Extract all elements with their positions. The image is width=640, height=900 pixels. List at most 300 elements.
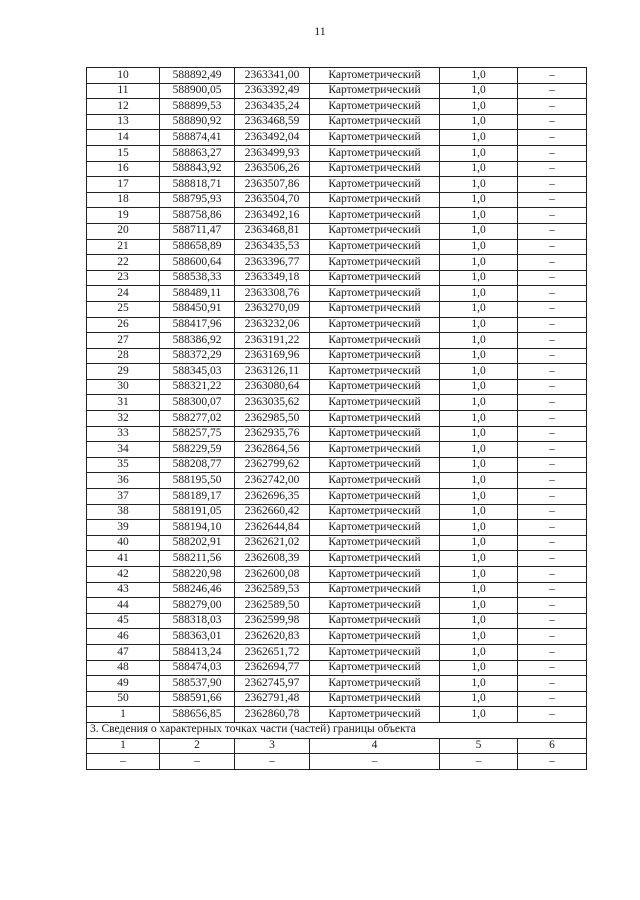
page-number: 11: [314, 24, 326, 38]
y-coordinate-cell: 2362621,02: [235, 535, 310, 551]
y-coordinate-cell: 2363349,18: [235, 270, 310, 286]
accuracy-cell: 1,0: [440, 286, 518, 302]
method-cell: Картометрический: [310, 223, 440, 239]
y-coordinate-cell: 2362935,76: [235, 426, 310, 442]
note-cell: –: [518, 223, 587, 239]
table-row: [87, 239, 587, 255]
note-cell: –: [518, 567, 587, 583]
accuracy-cell: 1,0: [440, 489, 518, 505]
x-coordinate-cell: 588417,96: [160, 317, 235, 333]
method-cell: Картометрический: [310, 192, 440, 208]
method-cell: Картометрический: [310, 145, 440, 161]
point-number-cell: 25: [87, 301, 160, 317]
point-number-cell: 26: [87, 317, 160, 333]
method-cell: Картометрический: [310, 379, 440, 395]
note-cell: –: [518, 457, 587, 473]
method-cell: Картометрический: [310, 270, 440, 286]
point-number-cell: 44: [87, 598, 160, 614]
x-coordinate-cell: 588892,49: [160, 68, 235, 84]
accuracy-cell: 1,0: [440, 504, 518, 520]
accuracy-cell: 1,0: [440, 270, 518, 286]
accuracy-cell: 1,0: [440, 161, 518, 177]
method-cell: Картометрический: [310, 457, 440, 473]
table-row: [87, 99, 587, 115]
table-row: [87, 177, 587, 193]
point-number-cell: 10: [87, 68, 160, 84]
point-number-cell: 16: [87, 161, 160, 177]
note-cell: –: [518, 270, 587, 286]
table-row: [87, 286, 587, 302]
method-cell: Картометрический: [310, 83, 440, 99]
note-cell: –: [518, 379, 587, 395]
y-coordinate-cell: 2363435,53: [235, 239, 310, 255]
section3-header-cell: 5: [440, 738, 518, 754]
method-cell: Картометрический: [310, 707, 440, 723]
point-number-cell: 36: [87, 473, 160, 489]
y-coordinate-cell: 2362985,50: [235, 411, 310, 427]
x-coordinate-cell: 588450,91: [160, 301, 235, 317]
y-coordinate-cell: 2362589,53: [235, 582, 310, 598]
method-cell: Картометрический: [310, 411, 440, 427]
method-cell: Картометрический: [310, 551, 440, 567]
point-number-cell: 17: [87, 177, 160, 193]
accuracy-cell: 1,0: [440, 395, 518, 411]
note-cell: –: [518, 473, 587, 489]
method-cell: Картометрический: [310, 301, 440, 317]
y-coordinate-cell: 2362660,42: [235, 504, 310, 520]
point-number-cell: 19: [87, 208, 160, 224]
x-coordinate-cell: 588863,27: [160, 145, 235, 161]
accuracy-cell: 1,0: [440, 317, 518, 333]
accuracy-cell: 1,0: [440, 520, 518, 536]
x-coordinate-cell: 588795,93: [160, 192, 235, 208]
x-coordinate-cell: 588277,02: [160, 411, 235, 427]
method-cell: Картометрический: [310, 317, 440, 333]
note-cell: –: [518, 598, 587, 614]
y-coordinate-cell: 2363504,70: [235, 192, 310, 208]
point-number-cell: 31: [87, 395, 160, 411]
accuracy-cell: 1,0: [440, 223, 518, 239]
y-coordinate-cell: 2362860,78: [235, 707, 310, 723]
accuracy-cell: 1,0: [440, 114, 518, 130]
note-cell: –: [518, 301, 587, 317]
x-coordinate-cell: 588818,71: [160, 177, 235, 193]
table-row: [87, 395, 587, 411]
method-cell: Картометрический: [310, 99, 440, 115]
note-cell: –: [518, 239, 587, 255]
table-row: [87, 83, 587, 99]
x-coordinate-cell: 588890,92: [160, 114, 235, 130]
x-coordinate-cell: 588246,46: [160, 582, 235, 598]
accuracy-cell: 1,0: [440, 644, 518, 660]
point-number-cell: 11: [87, 83, 160, 99]
x-coordinate-cell: 588211,56: [160, 551, 235, 567]
x-coordinate-cell: 588658,89: [160, 239, 235, 255]
method-cell: Картометрический: [310, 208, 440, 224]
accuracy-cell: 1,0: [440, 473, 518, 489]
y-coordinate-cell: 2362651,72: [235, 644, 310, 660]
x-coordinate-cell: 588474,03: [160, 660, 235, 676]
y-coordinate-cell: 2362694,77: [235, 660, 310, 676]
x-coordinate-cell: 588899,53: [160, 99, 235, 115]
accuracy-cell: 1,0: [440, 68, 518, 84]
x-coordinate-cell: 588363,01: [160, 629, 235, 645]
section3-title-row: [87, 722, 587, 738]
x-coordinate-cell: 588345,03: [160, 364, 235, 380]
table-row: [87, 691, 587, 707]
table-row: [87, 223, 587, 239]
accuracy-cell: 1,0: [440, 239, 518, 255]
note-cell: –: [518, 676, 587, 692]
note-cell: –: [518, 644, 587, 660]
accuracy-cell: 1,0: [440, 442, 518, 458]
y-coordinate-cell: 2363191,22: [235, 333, 310, 349]
y-coordinate-cell: 2363396,77: [235, 255, 310, 271]
table-row: [87, 270, 587, 286]
coordinates-table-body: [87, 68, 587, 723]
y-coordinate-cell: 2363468,59: [235, 114, 310, 130]
table-row: [87, 208, 587, 224]
accuracy-cell: 1,0: [440, 676, 518, 692]
section3-header-cell: 6: [518, 738, 587, 754]
note-cell: –: [518, 161, 587, 177]
y-coordinate-cell: 2363035,62: [235, 395, 310, 411]
table-row: [87, 161, 587, 177]
table-row: [87, 520, 587, 536]
table-row: [87, 613, 587, 629]
note-cell: –: [518, 535, 587, 551]
table-row: [87, 707, 587, 723]
y-coordinate-cell: 2362620,83: [235, 629, 310, 645]
table-row: [87, 582, 587, 598]
x-coordinate-cell: 588300,07: [160, 395, 235, 411]
accuracy-cell: 1,0: [440, 348, 518, 364]
note-cell: –: [518, 551, 587, 567]
x-coordinate-cell: 588758,86: [160, 208, 235, 224]
point-number-cell: 29: [87, 364, 160, 380]
table-row: [87, 551, 587, 567]
table-row: [87, 442, 587, 458]
method-cell: Картометрический: [310, 348, 440, 364]
accuracy-cell: 1,0: [440, 379, 518, 395]
x-coordinate-cell: 588711,47: [160, 223, 235, 239]
y-coordinate-cell: 2363126,11: [235, 364, 310, 380]
method-cell: Картометрический: [310, 598, 440, 614]
y-coordinate-cell: 2362791,48: [235, 691, 310, 707]
x-coordinate-cell: 588321,22: [160, 379, 235, 395]
section3-empty-cell: –: [310, 754, 440, 770]
method-cell: Картометрический: [310, 255, 440, 271]
note-cell: –: [518, 426, 587, 442]
section3-empty-cell: –: [87, 754, 160, 770]
note-cell: –: [518, 130, 587, 146]
y-coordinate-cell: 2363507,86: [235, 177, 310, 193]
point-number-cell: 20: [87, 223, 160, 239]
y-coordinate-cell: 2363468,81: [235, 223, 310, 239]
y-coordinate-cell: 2362599,98: [235, 613, 310, 629]
method-cell: Картометрический: [310, 177, 440, 193]
table-row: [87, 364, 587, 380]
note-cell: –: [518, 145, 587, 161]
x-coordinate-cell: 588279,00: [160, 598, 235, 614]
accuracy-cell: 1,0: [440, 301, 518, 317]
point-number-cell: 38: [87, 504, 160, 520]
y-coordinate-cell: 2362589,50: [235, 598, 310, 614]
x-coordinate-cell: 588195,50: [160, 473, 235, 489]
note-cell: –: [518, 317, 587, 333]
table-row: [87, 426, 587, 442]
point-number-cell: 30: [87, 379, 160, 395]
note-cell: –: [518, 348, 587, 364]
y-coordinate-cell: 2362745,97: [235, 676, 310, 692]
accuracy-cell: 1,0: [440, 567, 518, 583]
accuracy-cell: 1,0: [440, 177, 518, 193]
point-number-cell: 24: [87, 286, 160, 302]
point-number-cell: 12: [87, 99, 160, 115]
y-coordinate-cell: 2363435,24: [235, 99, 310, 115]
point-number-cell: 41: [87, 551, 160, 567]
accuracy-cell: 1,0: [440, 457, 518, 473]
note-cell: –: [518, 208, 587, 224]
point-number-cell: 43: [87, 582, 160, 598]
note-cell: –: [518, 660, 587, 676]
x-coordinate-cell: 588189,17: [160, 489, 235, 505]
section3-empty-row: [87, 754, 587, 770]
point-number-cell: 15: [87, 145, 160, 161]
point-number-cell: 28: [87, 348, 160, 364]
point-number-cell: 35: [87, 457, 160, 473]
point-number-cell: 1: [87, 707, 160, 723]
point-number-cell: 42: [87, 567, 160, 583]
section3-header-cell: 2: [160, 738, 235, 754]
method-cell: Картометрический: [310, 644, 440, 660]
x-coordinate-cell: 588202,91: [160, 535, 235, 551]
table-row: [87, 348, 587, 364]
y-coordinate-cell: 2362644,84: [235, 520, 310, 536]
note-cell: –: [518, 691, 587, 707]
table-row: [87, 660, 587, 676]
note-cell: –: [518, 192, 587, 208]
accuracy-cell: 1,0: [440, 255, 518, 271]
method-cell: Картометрический: [310, 333, 440, 349]
method-cell: Картометрический: [310, 395, 440, 411]
accuracy-cell: 1,0: [440, 411, 518, 427]
x-coordinate-cell: 588318,03: [160, 613, 235, 629]
x-coordinate-cell: 588257,75: [160, 426, 235, 442]
point-number-cell: 47: [87, 644, 160, 660]
note-cell: –: [518, 629, 587, 645]
point-number-cell: 13: [87, 114, 160, 130]
x-coordinate-cell: 588591,66: [160, 691, 235, 707]
note-cell: –: [518, 489, 587, 505]
point-number-cell: 21: [87, 239, 160, 255]
note-cell: –: [518, 613, 587, 629]
point-number-cell: 46: [87, 629, 160, 645]
method-cell: Картометрический: [310, 567, 440, 583]
accuracy-cell: 1,0: [440, 598, 518, 614]
note-cell: –: [518, 395, 587, 411]
table-row: [87, 504, 587, 520]
note-cell: –: [518, 333, 587, 349]
x-coordinate-cell: 588538,33: [160, 270, 235, 286]
section3-title: 3. Сведения о характерных точках части (частей) границы объекта: [87, 722, 587, 738]
method-cell: Картометрический: [310, 130, 440, 146]
accuracy-cell: 1,0: [440, 551, 518, 567]
accuracy-cell: 1,0: [440, 426, 518, 442]
point-number-cell: 37: [87, 489, 160, 505]
section3-empty-cell: –: [235, 754, 310, 770]
note-cell: –: [518, 411, 587, 427]
accuracy-cell: 1,0: [440, 333, 518, 349]
y-coordinate-cell: 2363499,93: [235, 145, 310, 161]
y-coordinate-cell: 2363080,64: [235, 379, 310, 395]
point-number-cell: 45: [87, 613, 160, 629]
table-row: [87, 192, 587, 208]
accuracy-cell: 1,0: [440, 83, 518, 99]
x-coordinate-cell: 588413,24: [160, 644, 235, 660]
note-cell: –: [518, 68, 587, 84]
table-row: [87, 567, 587, 583]
table-row: [87, 629, 587, 645]
table-row: [87, 68, 587, 84]
y-coordinate-cell: 2362864,56: [235, 442, 310, 458]
section3-empty-cell: –: [440, 754, 518, 770]
point-number-cell: 14: [87, 130, 160, 146]
section3-empty-cell: –: [518, 754, 587, 770]
method-cell: Картометрический: [310, 504, 440, 520]
table-row: [87, 114, 587, 130]
note-cell: –: [518, 286, 587, 302]
table-row: [87, 255, 587, 271]
x-coordinate-cell: 588194,10: [160, 520, 235, 536]
y-coordinate-cell: 2362742,00: [235, 473, 310, 489]
note-cell: –: [518, 582, 587, 598]
method-cell: Картометрический: [310, 520, 440, 536]
x-coordinate-cell: 588900,05: [160, 83, 235, 99]
note-cell: –: [518, 255, 587, 271]
note-cell: –: [518, 177, 587, 193]
table-row: [87, 411, 587, 427]
point-number-cell: 39: [87, 520, 160, 536]
x-coordinate-cell: 588489,11: [160, 286, 235, 302]
point-number-cell: 34: [87, 442, 160, 458]
method-cell: Картометрический: [310, 426, 440, 442]
accuracy-cell: 1,0: [440, 192, 518, 208]
table-row: [87, 145, 587, 161]
point-number-cell: 27: [87, 333, 160, 349]
accuracy-cell: 1,0: [440, 130, 518, 146]
x-coordinate-cell: 588843,92: [160, 161, 235, 177]
point-number-cell: 49: [87, 676, 160, 692]
x-coordinate-cell: 588220,98: [160, 567, 235, 583]
method-cell: Картометрический: [310, 691, 440, 707]
point-number-cell: 40: [87, 535, 160, 551]
accuracy-cell: 1,0: [440, 208, 518, 224]
note-cell: –: [518, 504, 587, 520]
accuracy-cell: 1,0: [440, 145, 518, 161]
y-coordinate-cell: 2362608,39: [235, 551, 310, 567]
y-coordinate-cell: 2363169,96: [235, 348, 310, 364]
point-number-cell: 22: [87, 255, 160, 271]
y-coordinate-cell: 2363492,16: [235, 208, 310, 224]
point-number-cell: 33: [87, 426, 160, 442]
x-coordinate-cell: 588537,90: [160, 676, 235, 692]
x-coordinate-cell: 588208,77: [160, 457, 235, 473]
note-cell: –: [518, 114, 587, 130]
y-coordinate-cell: 2363270,09: [235, 301, 310, 317]
point-number-cell: 18: [87, 192, 160, 208]
accuracy-cell: 1,0: [440, 691, 518, 707]
table-row: [87, 676, 587, 692]
table-row: [87, 598, 587, 614]
table-row: [87, 644, 587, 660]
y-coordinate-cell: 2363341,00: [235, 68, 310, 84]
section3-header-row: [87, 738, 587, 754]
method-cell: Картометрический: [310, 613, 440, 629]
method-cell: Картометрический: [310, 364, 440, 380]
method-cell: Картометрический: [310, 473, 440, 489]
table-row: [87, 535, 587, 551]
y-coordinate-cell: 2363506,26: [235, 161, 310, 177]
point-number-cell: 50: [87, 691, 160, 707]
x-coordinate-cell: 588386,92: [160, 333, 235, 349]
method-cell: Картометрический: [310, 114, 440, 130]
x-coordinate-cell: 588874,41: [160, 130, 235, 146]
table-row: [87, 379, 587, 395]
point-number-cell: 23: [87, 270, 160, 286]
method-cell: Картометрический: [310, 161, 440, 177]
table-row: [87, 130, 587, 146]
note-cell: –: [518, 520, 587, 536]
accuracy-cell: 1,0: [440, 707, 518, 723]
x-coordinate-cell: 588656,85: [160, 707, 235, 723]
x-coordinate-cell: 588372,29: [160, 348, 235, 364]
method-cell: Картометрический: [310, 239, 440, 255]
point-number-cell: 32: [87, 411, 160, 427]
accuracy-cell: 1,0: [440, 582, 518, 598]
section3-empty-cell: –: [160, 754, 235, 770]
method-cell: Картометрический: [310, 660, 440, 676]
y-coordinate-cell: 2363308,76: [235, 286, 310, 302]
note-cell: –: [518, 707, 587, 723]
accuracy-cell: 1,0: [440, 613, 518, 629]
method-cell: Картометрический: [310, 582, 440, 598]
section3-block: [87, 722, 587, 769]
y-coordinate-cell: 2362600,08: [235, 567, 310, 583]
table-row: [87, 489, 587, 505]
table-row: [87, 317, 587, 333]
y-coordinate-cell: 2363392,49: [235, 83, 310, 99]
note-cell: –: [518, 83, 587, 99]
method-cell: Картометрический: [310, 442, 440, 458]
y-coordinate-cell: 2363492,04: [235, 130, 310, 146]
x-coordinate-cell: 588229,59: [160, 442, 235, 458]
accuracy-cell: 1,0: [440, 629, 518, 645]
coordinates-table: [86, 67, 587, 770]
table-row: [87, 333, 587, 349]
x-coordinate-cell: 588191,05: [160, 504, 235, 520]
table-row: [87, 473, 587, 489]
y-coordinate-cell: 2362799,62: [235, 457, 310, 473]
method-cell: Картометрический: [310, 68, 440, 84]
table-row: [87, 301, 587, 317]
method-cell: Картометрический: [310, 629, 440, 645]
note-cell: –: [518, 99, 587, 115]
accuracy-cell: 1,0: [440, 535, 518, 551]
method-cell: Картометрический: [310, 286, 440, 302]
section3-header-cell: 1: [87, 738, 160, 754]
point-number-cell: 48: [87, 660, 160, 676]
